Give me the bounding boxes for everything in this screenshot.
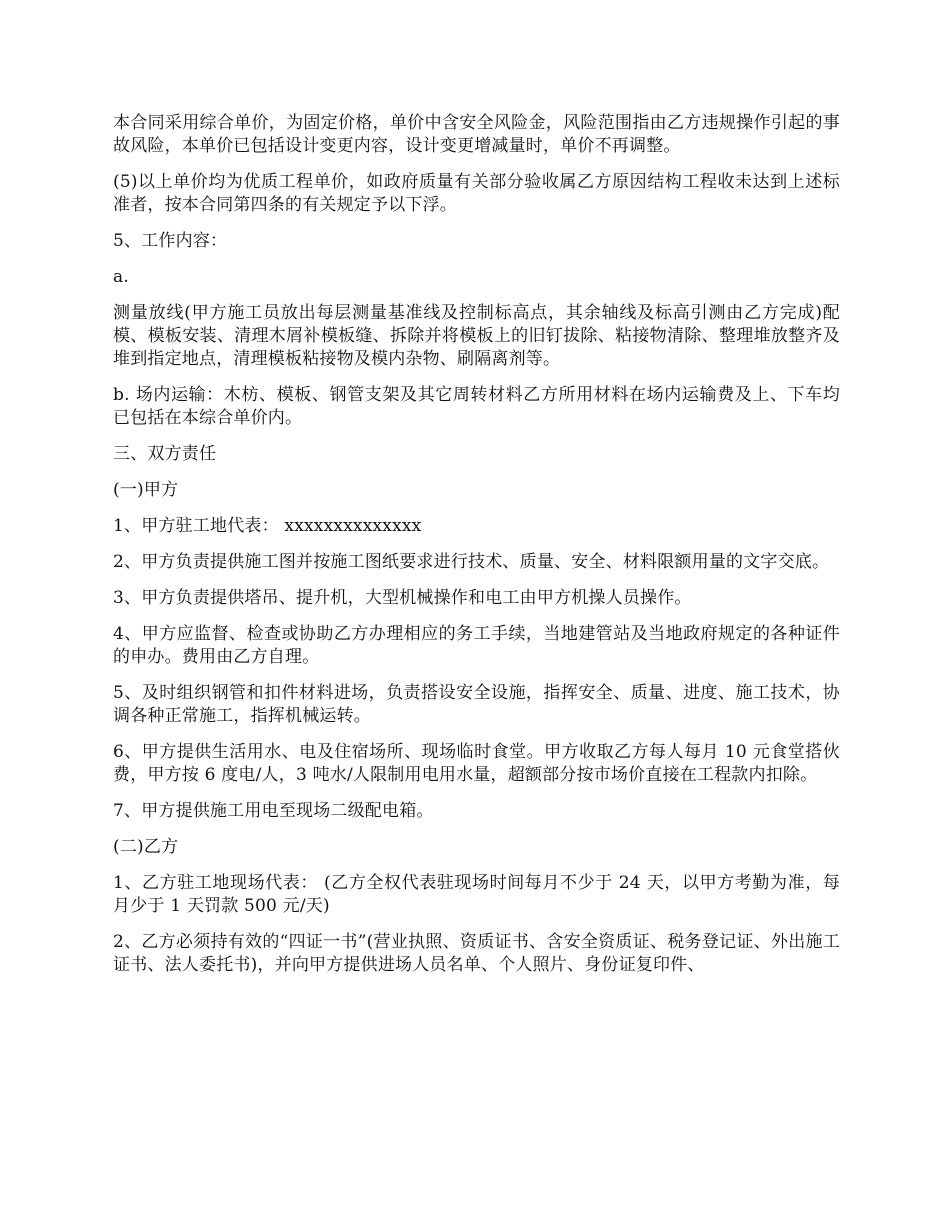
paragraph-survey-formwork: 测量放线(甲方施工员放出每层测量基准线及控制标高点，其余轴线及标高引测由乙方完成)配模、模板安装、清理木屑补模板缝、拆除并将模板上的旧钉拔除、粘接物清除、整理堆放整齐及堆到指定地点，清理模板粘接物及模内杂物、刷隔离剂等。: [113, 303, 840, 369]
party-b-item-2: 2、乙方必须持有效的“四证一书”(营业执照、资质证书、含安全资质证、税务登记证、外出施工证书、法人委托书)，并向甲方提供进场人员名单、个人照片、身份证复印件、: [113, 932, 840, 975]
heading-responsibilities: 三、双方责任: [113, 444, 217, 464]
paragraph-site-transport: b. 场内运输：木枋、模板、钢管支架及其它周转材料乙方所用材料在场内运输费及上、下车均已包括在本综合单价内。: [113, 385, 840, 428]
party-a-item-5: 5、及时组织钢管和扣件材料进场，负责搭设安全设施，指挥安全、质量、进度、施工技术，协调各种正常施工，指挥机械运转。: [113, 683, 840, 726]
party-b-item-1: 1、乙方驻工地现场代表： (乙方全权代表驻现场时间每月不少于 24 天，以甲方考勤为准，每月少于 1 天罚款 500 元/天): [113, 873, 840, 916]
heading-work-content: 5、工作内容：: [113, 231, 228, 251]
party-a-item-1: 1、甲方驻工地代表： xxxxxxxxxxxxxx: [113, 516, 422, 536]
heading-party-a: (一)甲方: [113, 480, 179, 500]
party-a-item-4: 4、甲方应监督、检查或协助乙方办理相应的务工手续，当地建管站及当地政府规定的各种证件的申办。费用由乙方自理。: [113, 624, 840, 667]
party-a-item-2: 2、甲方负责提供施工图并按施工图纸要求进行技术、质量、安全、材料限额用量的文字交底。: [113, 552, 830, 572]
item-a-label: a.: [113, 267, 129, 287]
document-body: [113, 112, 840, 990]
paragraph-unit-price-terms: 本合同采用综合单价，为固定价格，单价中含安全风险金，风险范围指由乙方违规操作引起的事故风险，本单价已包括设计变更内容，设计变更增减量时，单价不再调整。: [113, 113, 840, 156]
heading-party-b: (二)乙方: [113, 837, 179, 857]
party-a-item-6: 6、甲方提供生活用水、电及住宿场所、现场临时食堂。甲方收取乙方每人每月 10 元食堂搭伙费，甲方按 6 度电/人，3 吨水/人限制用电用水量，超额部分按市场价直接在工程款内扣除。: [113, 742, 840, 785]
party-a-item-3: 3、甲方负责提供塔吊、提升机，大型机械操作和电工由甲方机操人员操作。: [113, 588, 692, 608]
paragraph-quality-price: (5)以上单价均为优质工程单价，如政府质量有关部分验收属乙方原因结构工程收未达到上述标准者，按本合同第四条的有关规定予以下浮。: [113, 172, 840, 215]
party-a-item-7: 7、甲方提供施工用电至现场二级配电箱。: [113, 801, 434, 821]
